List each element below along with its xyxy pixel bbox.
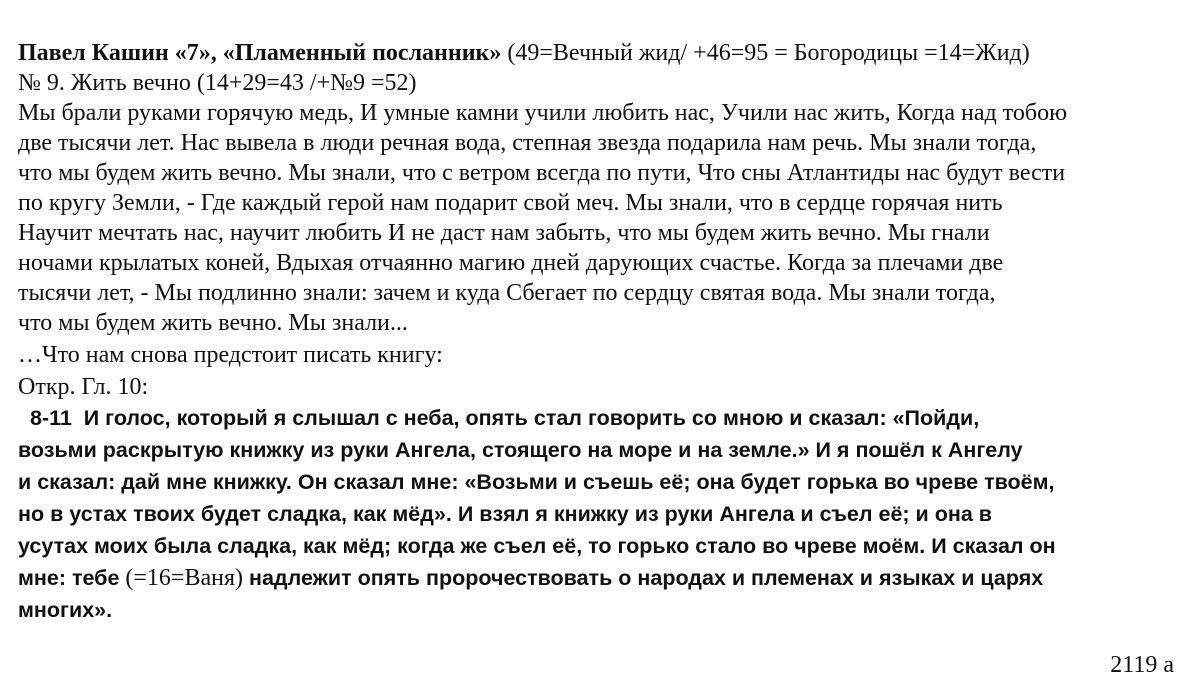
quote-line: но в устах твоих будет сладка, как мёд». И взял я книжку из руки Ангела и съел её; и она в xyxy=(18,502,993,526)
scripture-quote xyxy=(18,402,1190,626)
quote-line xyxy=(18,562,1190,594)
lyrics-line: что мы будем жить вечно. Мы знали, что с ветром всегда по пути, Что сны Атлантиды нас будут вести xyxy=(18,160,1066,186)
quote-line: усутах моих была сладка, как мёд; когда же съел её, то горько стало во чреве моём. И сказал он xyxy=(18,534,1056,558)
lyrics-line: что мы будем жить вечно. Мы знали... xyxy=(18,310,408,336)
quote-line: многих». xyxy=(18,598,113,622)
document-page xyxy=(18,38,1190,626)
title-bold: Павел Кашин «7», «Пламенный посланник» xyxy=(18,40,502,66)
lyrics-line: тысячи лет, - Мы подлинно знали: зачем и куда Сбегает по сердцу святая вода. Мы знали тогда, xyxy=(18,280,996,306)
lyrics-line: по кругу Земли, - Где каждый герой нам подарит свой меч. Мы знали, что в сердце горячая нить xyxy=(18,190,1003,216)
quote-line-end: надлежит опять пророчествовать о народах и племенах и языках и царях xyxy=(243,566,1044,590)
transition-text: …Что нам снова предстоит писать книгу: xyxy=(18,342,443,368)
lyrics-line: Научит мечтать нас, научит любить И не даст нам забыть, что мы будем жить вечно. Мы гнали xyxy=(18,220,990,246)
quote-line: 8-11 И голос, который я слышал с неба, опять стал говорить со мною и сказал: «Пойди, xyxy=(18,406,980,430)
quote-gematria-note: (=16=Ваня) xyxy=(125,565,244,591)
page-number: 2119 а xyxy=(1110,652,1174,678)
quote-line: и сказал: дай мне книжку. Он сказал мне: «Возьми и съешь её; она будет горька во чреве твоём, xyxy=(18,470,1055,494)
lyrics-line: Мы брали руками горячую медь, И умные камни учили любить нас, Учили нас жить, Когда над тобою xyxy=(18,100,1067,126)
lyrics-line: ночами крылатых коней, Вдыхая отчаянно магию дней дарующих счастье. Когда за плечами две xyxy=(18,250,1004,276)
quote-line: возьми раскрытую книжку из руки Ангела, стоящего на море и на земле.» И я пошёл к Ангелу xyxy=(18,438,1023,462)
quote-line-start: мне: тебе xyxy=(18,566,126,590)
title-gematria: (49=Вечный жид/ +46=95 = Богородицы =14=Жид) xyxy=(501,40,1030,66)
lyrics-block xyxy=(18,98,1190,338)
document-title xyxy=(18,38,1190,68)
lyrics-line: две тысячи лет. Нас вывела в люди речная вода, степная звезда подарила нам речь. Мы знали тогда, xyxy=(18,130,1037,156)
scripture-reference: Откр. Гл. 10: xyxy=(18,374,149,400)
song-subtitle: № 9. Жить вечно (14+29=43 /+№9 =52) xyxy=(18,70,417,96)
